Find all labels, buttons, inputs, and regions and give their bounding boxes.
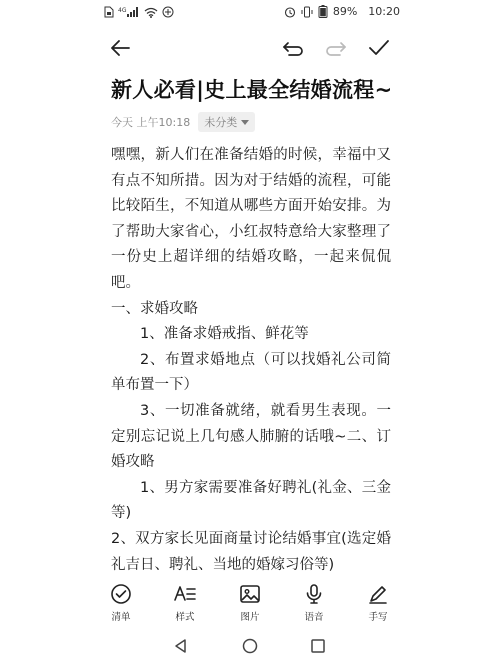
checkmark-icon <box>368 39 390 61</box>
image-icon <box>239 582 261 606</box>
editor-toolbar <box>0 30 500 70</box>
nav-back-button[interactable] <box>170 637 192 659</box>
voice-button[interactable] <box>292 582 336 623</box>
signal-icon <box>118 6 140 18</box>
undo-button[interactable] <box>281 38 305 62</box>
list-item: 2、布置求婚地点（可以找婚礼公司简单布置一下） <box>111 351 391 394</box>
list-item: 2、双方家长见面商量讨论结婚事宜(选定婚礼吉日、聘礼、当地的婚嫁习俗等) <box>111 530 391 573</box>
status-right-group <box>284 5 400 18</box>
bottom-toolbar <box>0 582 500 626</box>
checklist-icon <box>110 582 132 606</box>
handwriting-button[interactable] <box>356 582 400 623</box>
undo-icon <box>282 39 304 61</box>
note-meta <box>111 112 255 132</box>
nav-home-button[interactable] <box>239 637 261 659</box>
note-timestamp: 今天 上午10:18 <box>111 116 191 129</box>
voice-label: 语音 <box>304 612 324 623</box>
redo-button[interactable] <box>324 38 348 62</box>
note-body[interactable] <box>111 143 391 578</box>
data-saver-icon <box>162 6 174 18</box>
text-style-icon <box>173 582 197 606</box>
category-label: 未分类 <box>204 116 238 129</box>
battery-percentage: 89% <box>332 5 358 18</box>
note-title[interactable]: 新人必看|史上最全结婚流程~ <box>111 78 393 102</box>
alarm-icon <box>284 6 296 18</box>
image-label: 图片 <box>240 612 260 623</box>
checklist-button[interactable] <box>99 582 143 623</box>
wifi-icon <box>144 7 158 18</box>
back-button[interactable] <box>108 38 132 62</box>
category-dropdown[interactable] <box>198 112 255 132</box>
nav-home-icon <box>242 638 258 658</box>
list-item: 1、男方家需要准备好聘礼(礼金、三金等) <box>111 479 391 522</box>
battery-icon <box>318 5 328 18</box>
nav-back-icon <box>173 638 189 658</box>
text-style-label: 样式 <box>175 612 195 623</box>
nav-recents-icon <box>310 638 326 658</box>
redo-icon <box>325 39 347 61</box>
checklist-label: 清单 <box>111 612 131 623</box>
arrow-left-icon <box>109 39 131 61</box>
vibrate-icon <box>301 6 313 18</box>
chevron-down-icon <box>241 120 249 125</box>
status-left-group <box>104 6 174 18</box>
section-heading-proposal: 一、求婚攻略 <box>111 300 198 317</box>
list-item: 3、一切准备就绪，就看男生表现。一定别忘记说上几句感人肺腑的话哦~二、订婚攻略 <box>111 402 391 471</box>
text-style-button[interactable] <box>163 582 207 623</box>
nav-recents-button[interactable] <box>307 637 329 659</box>
list-item: 1、准备求婚戒指、鲜花等 <box>140 326 309 343</box>
pen-icon <box>367 582 389 606</box>
image-button[interactable] <box>228 582 272 623</box>
status-time: 10:20 <box>368 5 400 18</box>
paragraph-intro: 嘿嘿，新人们在准备结婚的时候，幸福中又有点不知所措。因为对于结婚的流程，可能比较陌生，不知道从哪些方面开始安排。为了帮助大家省心，小红叔特意给大家整理了一份史上超详细的结婚攻略，一起来侃侃吧。 <box>111 147 391 291</box>
sim-card-icon <box>104 6 114 18</box>
microphone-icon <box>303 582 325 606</box>
status-bar <box>0 0 500 26</box>
done-button[interactable] <box>367 38 391 62</box>
system-nav-bar <box>0 633 500 663</box>
network-type-label: 4G <box>118 7 127 14</box>
handwriting-label: 手写 <box>368 612 388 623</box>
